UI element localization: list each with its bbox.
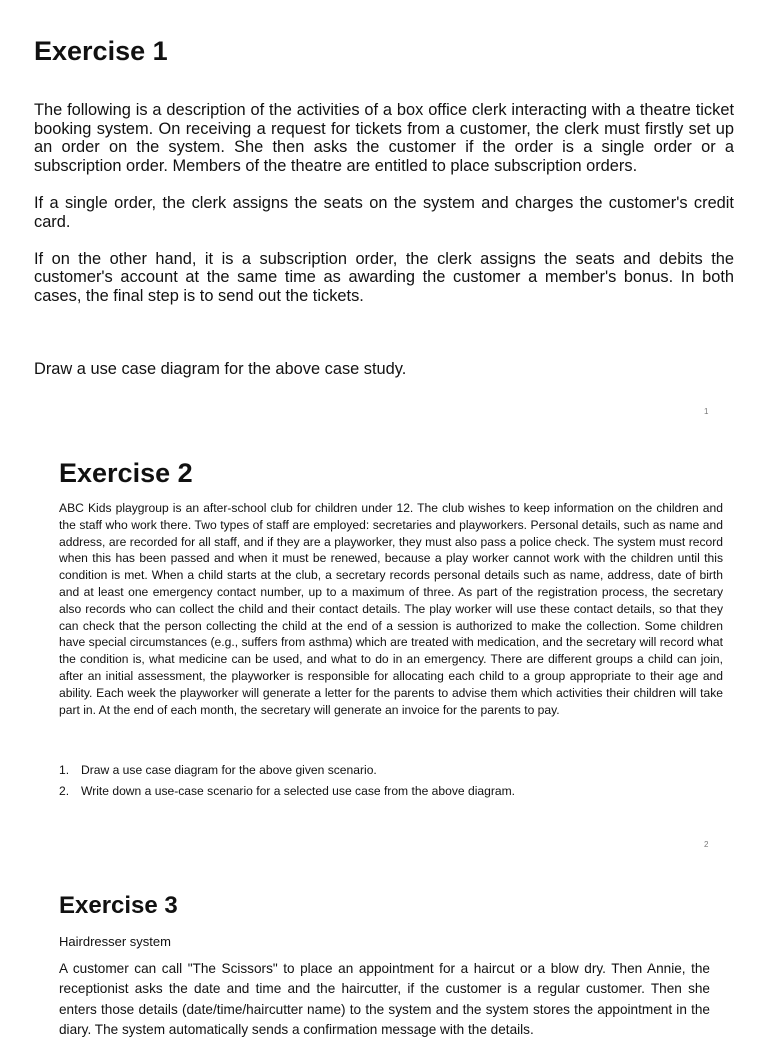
exercise-1-title: Exercise 1 xyxy=(34,36,168,66)
exercise-1-paragraph: If a single order, the clerk assigns the seats on the system and charges the customer's credit card. xyxy=(34,193,734,231)
list-item xyxy=(59,784,723,798)
exercise-1-description xyxy=(34,101,734,324)
exercise-3-subtitle: Hairdresser system xyxy=(59,934,171,949)
list-item-text: Draw a use case diagram for the above given scenario. xyxy=(81,763,377,777)
exercise-1-slide xyxy=(0,0,768,430)
exercise-1-task: Draw a use case diagram for the above case study. xyxy=(34,360,407,378)
list-item-text: Write down a use-case scenario for a selected use case from the above diagram. xyxy=(81,784,516,798)
exercise-2-task-list xyxy=(59,763,723,805)
page-number: 1 xyxy=(704,407,709,416)
exercise-2-slide xyxy=(0,430,768,862)
exercise-1-paragraph: If on the other hand, it is a subscription order, the clerk assigns the seats and debits the customer's account at the same time as awarding the customer a member's bonus. In both cases, the final step is to send out the tickets. xyxy=(34,249,734,305)
list-item-number: 1. xyxy=(59,763,70,777)
exercise-3-description: A customer can call "The Scissors" to place an appointment for a haircut or a blow dry. Then Annie, the receptionist asks the date and time and the haircutter, if the customer is a regular customer. Then she enters those details (date/time/haircutter name) to the system and the system stores the appointment in the diary. The system automatically sends a confirmation message with the details. xyxy=(59,961,710,1037)
exercise-3-slide xyxy=(0,862,768,1037)
list-item-number: 2. xyxy=(59,784,70,798)
page-number: 2 xyxy=(704,840,709,849)
exercise-3-title: Exercise 3 xyxy=(59,892,178,919)
list-item xyxy=(59,763,723,777)
exercise-2-description: ABC Kids playgroup is an after-school club for children under 12. The club wishes to keep information on the children and the staff who work there. Two types of staff are employed: secretaries and playworkers. Personal details, such as name and address, are recorded for all staff, and if they are a playworker, they must also pass a police check. The system must record when this has been passed and when it must be renewed, because a play worker cannot work with the children until this condition is met. When a child starts at the club, a secretary records personal details such as name, address, date of birth and at least one emergency contact number, up to a maximum of three. As part of the registration process, the secretary also records who can collect the child and their contact details. The play worker will use these contact details, so that they can check that the person collecting the child at the end of a session is authorized to make the collection. Some children have special circumstances (e.g., suffers from asthma) which are treated with medication, and the secretary will record what the condition is, what medicine can be used, and what to do in an emergency. There are different groups a child can join, after an initial assessment, the playworker is responsible for allocating each child to a group appropriate to their age and ability. Each week the playworker will generate a letter for the parents to advise them which activities their children will take part in. At the end of each month, the secretary will generate an invoice for the parents to pay. xyxy=(59,501,723,717)
exercise-2-title: Exercise 2 xyxy=(59,458,193,488)
exercise-1-paragraph: The following is a description of the activities of a box office clerk interacting with a theatre ticket booking system. On receiving a request for tickets from a customer, the clerk must firstly set up an order on the system. She then asks the customer if the order is a single order or a subscription order. Members of the theatre are entitled to place subscription orders. xyxy=(34,101,734,175)
